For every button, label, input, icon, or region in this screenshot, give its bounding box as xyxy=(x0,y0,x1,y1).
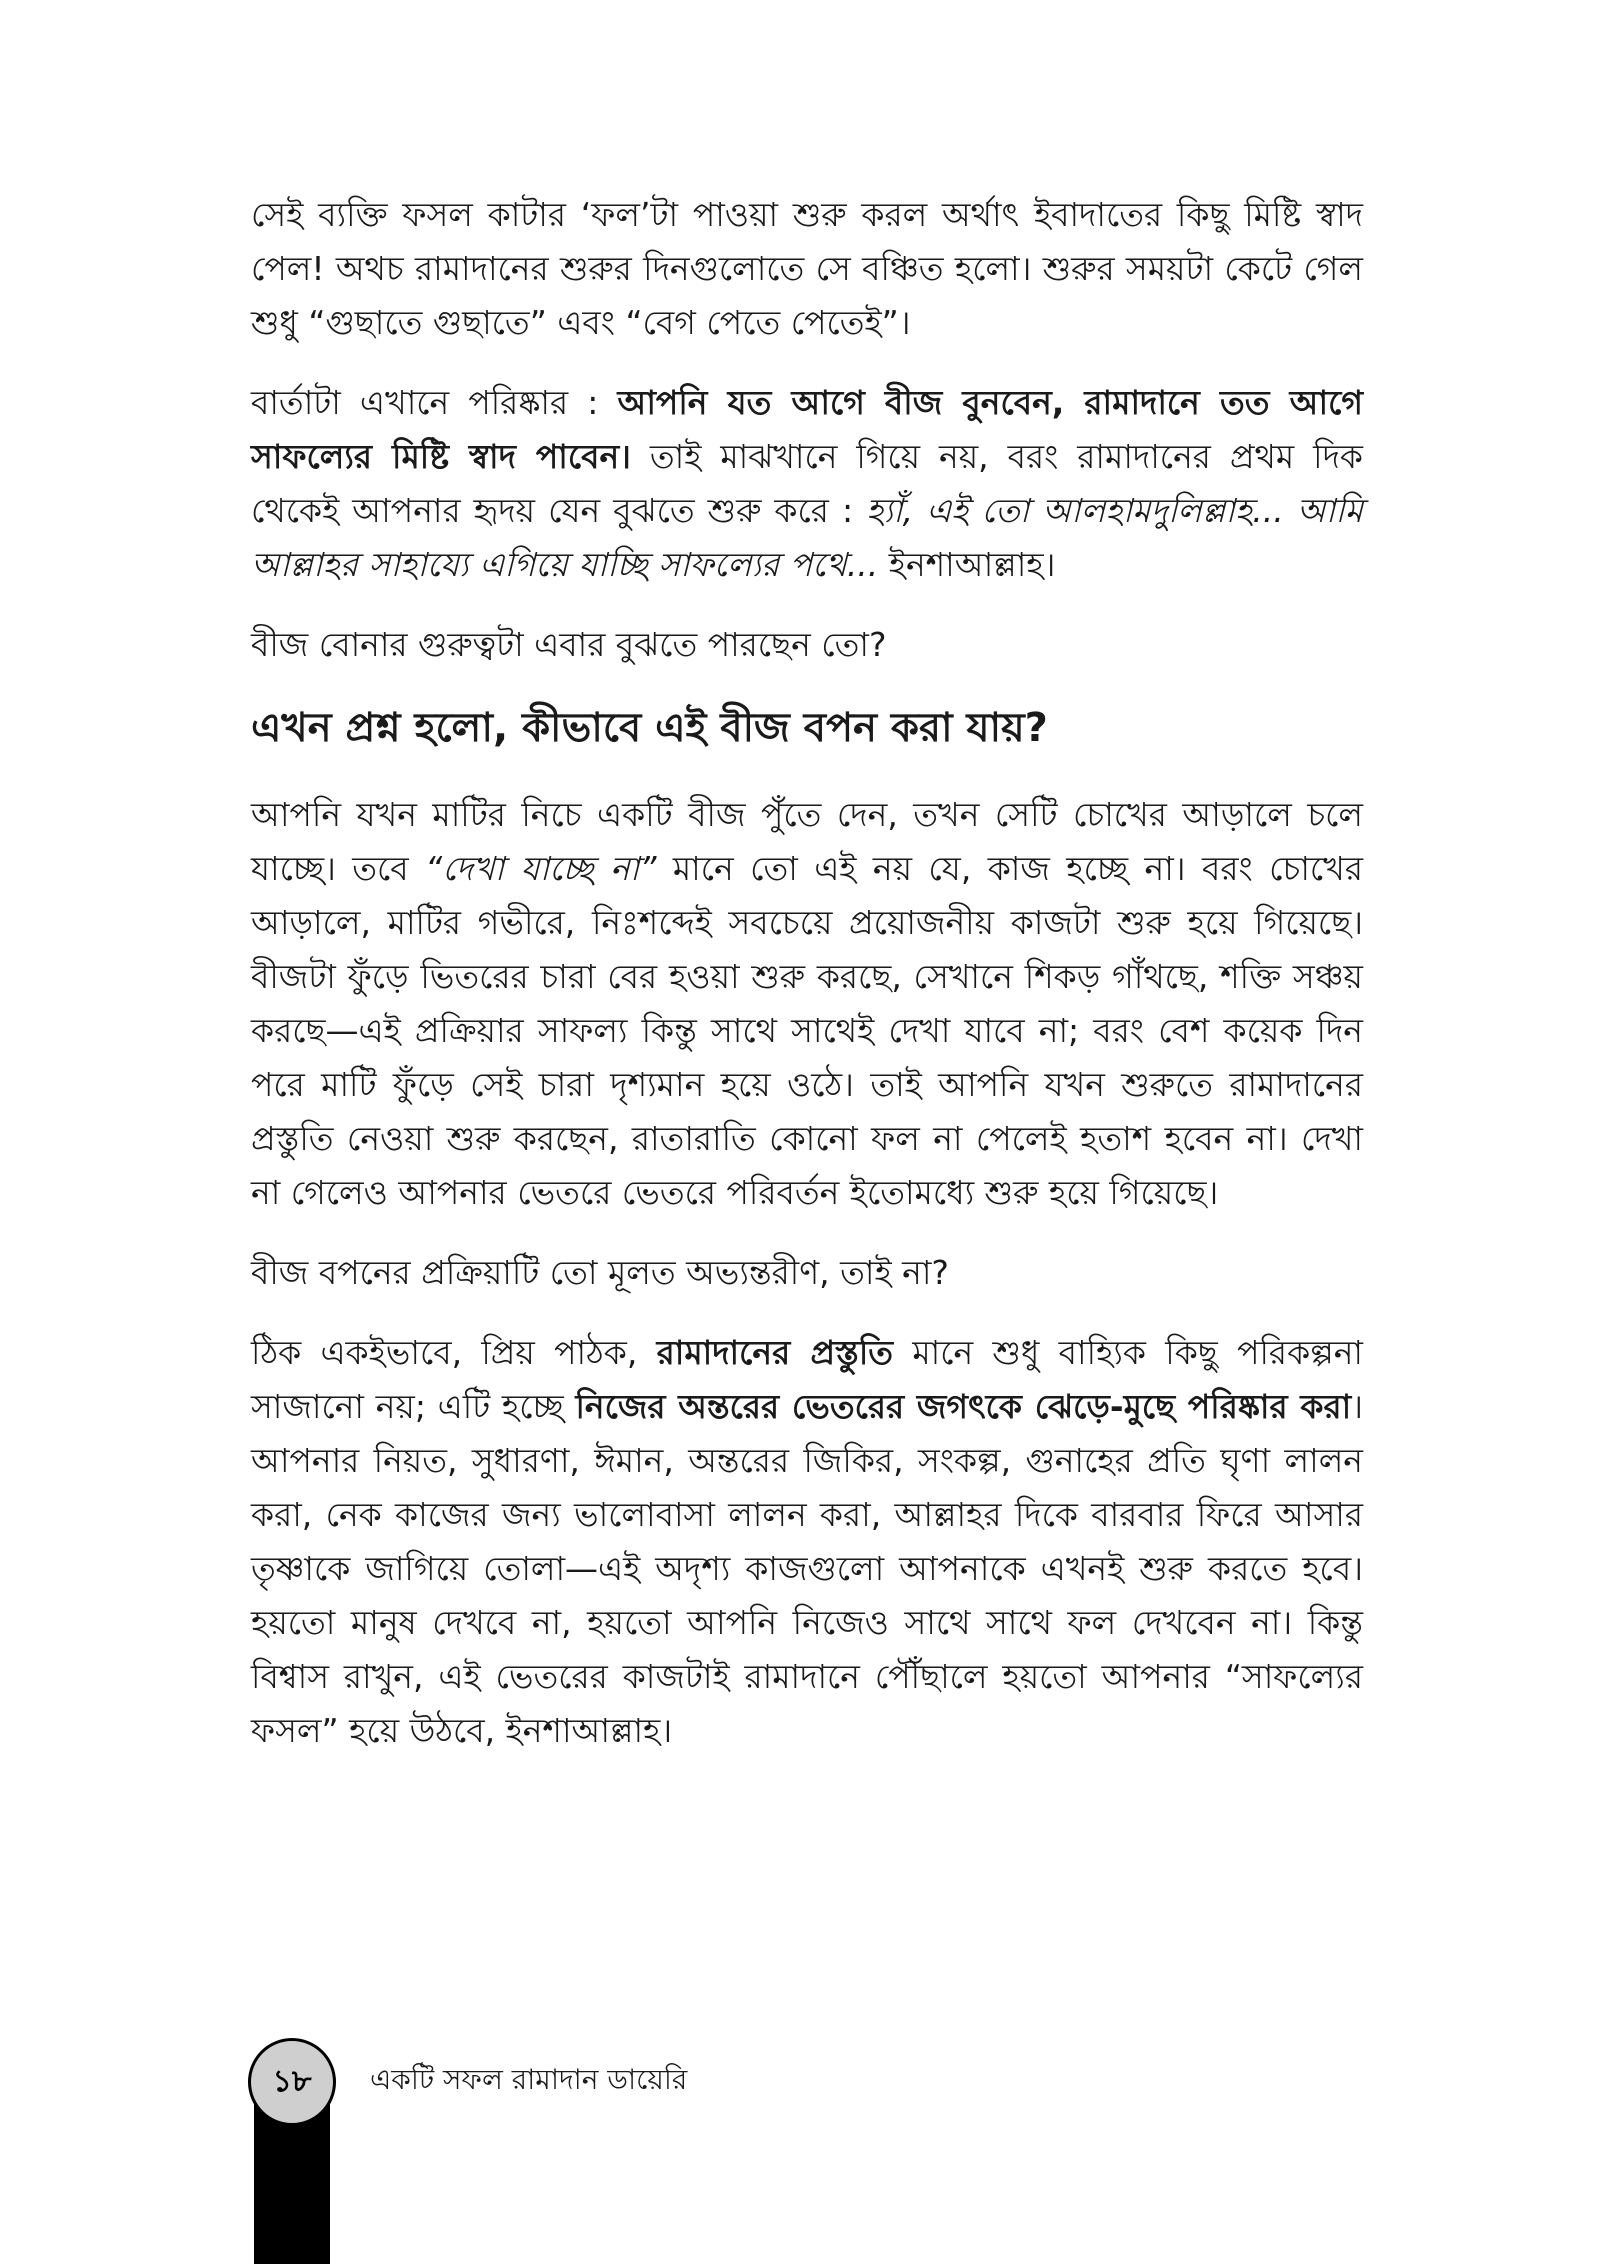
page-number-badge xyxy=(248,2038,336,2126)
paragraph-inner-process: বীজ বপনের প্রক্রিয়াটি তো মূলত অভ্যন্তরীণ, তাই না? xyxy=(251,1253,949,1292)
page-body xyxy=(251,188,1363,1784)
bold-emphasis: আপনি যত আগে বীজ বুনবেন, রামাদানে তত আগে সাফল্যের মিষ্টি স্বাদ পাবেন। xyxy=(251,383,1363,476)
paragraph-seed-process: আপনি যখন মাটির নিচে একটি বীজ পুঁতে দেন, তখন সেটি চোখের আড়ালে চলে যাচ্ছে। তবে “দেখা যাচ্ছে না” মানে তো এই নয় যে, কাজ হচ্ছে না। বরং চোখের আড়ালে, মাটির গভীরে, নিঃশব্দেই সবচেয়ে প্রয়োজনীয় কাজটা শুরু হয়ে গিয়েছে। বীজটা ফুঁড়ে ভিতরের চারা বের হওয়া শুরু করছে, সেখানে শিকড় গাঁথছে, শক্তি সঞ্চয় করছে—এই প্রক্রিয়ার সাফল্য কিন্তু সাথে সাথেই দেখা যাবে না; বরং বেশ কয়েক দিন পরে মাটি ফুঁড়ে সেই চারা দৃশ্যমান হয়ে ওঠে। তাই আপনি যখন শুরুতে রামাদানের প্রস্তুতি নেওয়া শুরু করছেন, রাতারাতি কোনো ফল না পেলেই হতাশ হবেন না। দেখা না গেলেও আপনার ভেতরে ভেতরে পরিবর্তন ইতোমধ্যে শুরু হয়ে গিয়েছে। xyxy=(251,795,1363,1212)
paragraph-question: বীজ বোনার গুরুত্বটা এবার বুঝতে পারছেন তো? xyxy=(251,625,887,664)
paragraph-ramadan-preparation: ঠিক একইভাবে, প্রিয় পাঠক, রামাদানের প্রস্তুতি মানে শুধু বাহ্যিক কিছু পরিকল্পনা সাজানো নয়; এটি হচ্ছে নিজের অন্তরের ভেতরের জগৎকে ঝেড়ে-মুছে পরিষ্কার করা। আপনার নিয়ত, সুধারণা, ঈমান, অন্তরের জিকির, সংকল্প, গুনাহের প্রতি ঘৃণা লালন করা, নেক কাজের জন্য ভালোবাসা লালন করা, আল্লাহর দিকে বারবার ফিরে আসার তৃষ্ণাকে জাগিয়ে তোলা—এই অদৃশ্য কাজগুলো আপনাকে এখনই শুরু করতে হবে। হয়তো মানুষ দেখবে না, হয়তো আপনি নিজেও সাথে সাথে ফল দেখবেন না। কিন্তু বিশ্বাস রাখুন, এই ভেতরের কাজটাই রামাদানে পৌঁছালে হয়তো আপনার “সাফল্যের ফসল” হয়ে উঠবে, ইনশাআল্লাহ। xyxy=(251,1333,1363,1750)
bold-emphasis: নিজের অন্তরের ভেতরের জগৎকে ঝেড়ে-মুছে পরিষ্কার করা xyxy=(575,1387,1352,1426)
italic-quote: হ্যাঁ, এই তো আলহামদুলিল্লাহ... আমি আল্লাহর সাহায্যে এগিয়ে যাচ্ছি সাফল্যের পথে... xyxy=(251,491,1364,584)
paragraph-harvest-taste: সেই ব্যক্তি ফসল কাটার ‘ফল’টা পাওয়া শুরু করল অর্থাৎ ইবাদাতের কিছু মিষ্টি স্বাদ পেল! অথচ রামাদানের শুরুর দিনগুলোতে সে বঞ্চিত হলো। শুরুর সময়টা কেটে গেল শুধু “গুছাতে গুছাতে” এবং “বেগ পেতে পেতেই”। xyxy=(251,195,1363,342)
book-title: একটি সফল রামাদান ডায়েরি xyxy=(370,2063,688,2096)
page-number: ১৮ xyxy=(272,2063,312,2099)
paragraph-message: বার্তাটা এখানে পরিষ্কার : আপনি যত আগে বীজ বুনবেন, রামাদানে তত আগে সাফল্যের মিষ্টি স্বাদ পাবেন। তাই মাঝখানে গিয়ে নয়, বরং রামাদানের প্রথম দিক থেকেই আপনার হৃদয় যেন বুঝতে শুরু করে : হ্যাঁ, এই তো আলহামদুলিল্লাহ... আমি আল্লাহর সাহায্যে এগিয়ে যাচ্ছি সাফল্যের পথে... ইনশাআল্লাহ। xyxy=(251,383,1364,584)
italic-quote: “দেখা যাচ্ছে না” xyxy=(425,849,657,888)
section-heading: এখন প্রশ্ন হলো, কীভাবে এই বীজ বপন করা যায়? xyxy=(251,705,1048,751)
bold-emphasis: রামাদানের প্রস্তুতি xyxy=(656,1333,894,1372)
